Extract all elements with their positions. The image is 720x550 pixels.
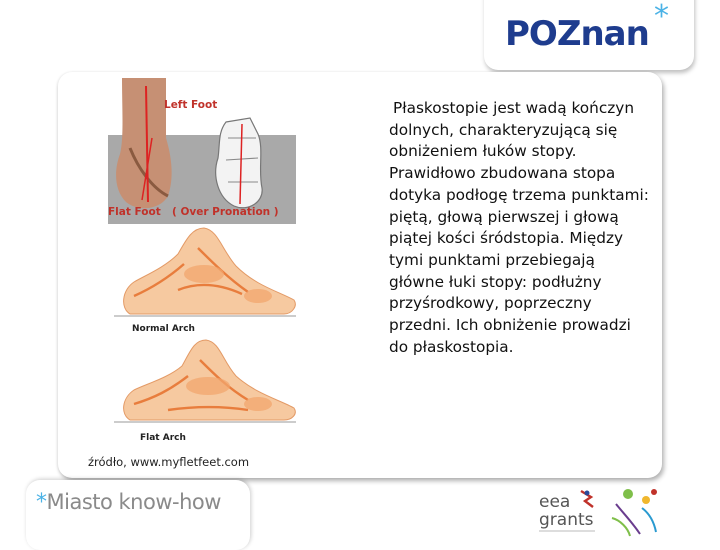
slogan-star-icon: * bbox=[36, 490, 47, 515]
foot-illustration bbox=[108, 78, 298, 444]
logo-star-icon: * bbox=[654, 0, 669, 34]
ornament-logo-icon bbox=[606, 484, 664, 538]
source-caption: źródło, www.myfletfeet.com bbox=[88, 455, 250, 469]
eea-grants-logo bbox=[535, 487, 601, 535]
flat-foot-label: Flat Foot bbox=[108, 206, 161, 218]
flat-arch-label: Flat Arch bbox=[140, 433, 186, 443]
flat-arch-drawing bbox=[114, 340, 296, 443]
poznan-logo: POZnan bbox=[505, 14, 649, 54]
normal-arch-label: Normal Arch bbox=[132, 324, 195, 334]
flat-foot-description: Płaskostopie jest wadą kończyn dolnych, charakteryzującą się obniżeniem łuków stopy. Prawidłowo zbudowana stopa dotyka podłogę trzema punktami: piętą, głową pierwszej i głową piątej kości śródstopia. Między tymi punktami przebiegają główne łuki stopy: podłużny przyśrodkowy, poprzeczny przedni. Ich obniżenie prowadzi do płaskostopia. bbox=[389, 99, 649, 356]
grants-logo-text: grants bbox=[539, 510, 594, 530]
over-pronation-label: ( Over Pronation ) bbox=[172, 206, 279, 218]
normal-arch-drawing bbox=[114, 228, 296, 334]
eea-logo-text: eea bbox=[539, 492, 571, 512]
left-foot-label: Left Foot bbox=[164, 99, 218, 111]
slogan bbox=[36, 490, 221, 515]
flat-foot-photo bbox=[108, 78, 296, 224]
slogan-text: Miasto know-how bbox=[46, 490, 221, 514]
